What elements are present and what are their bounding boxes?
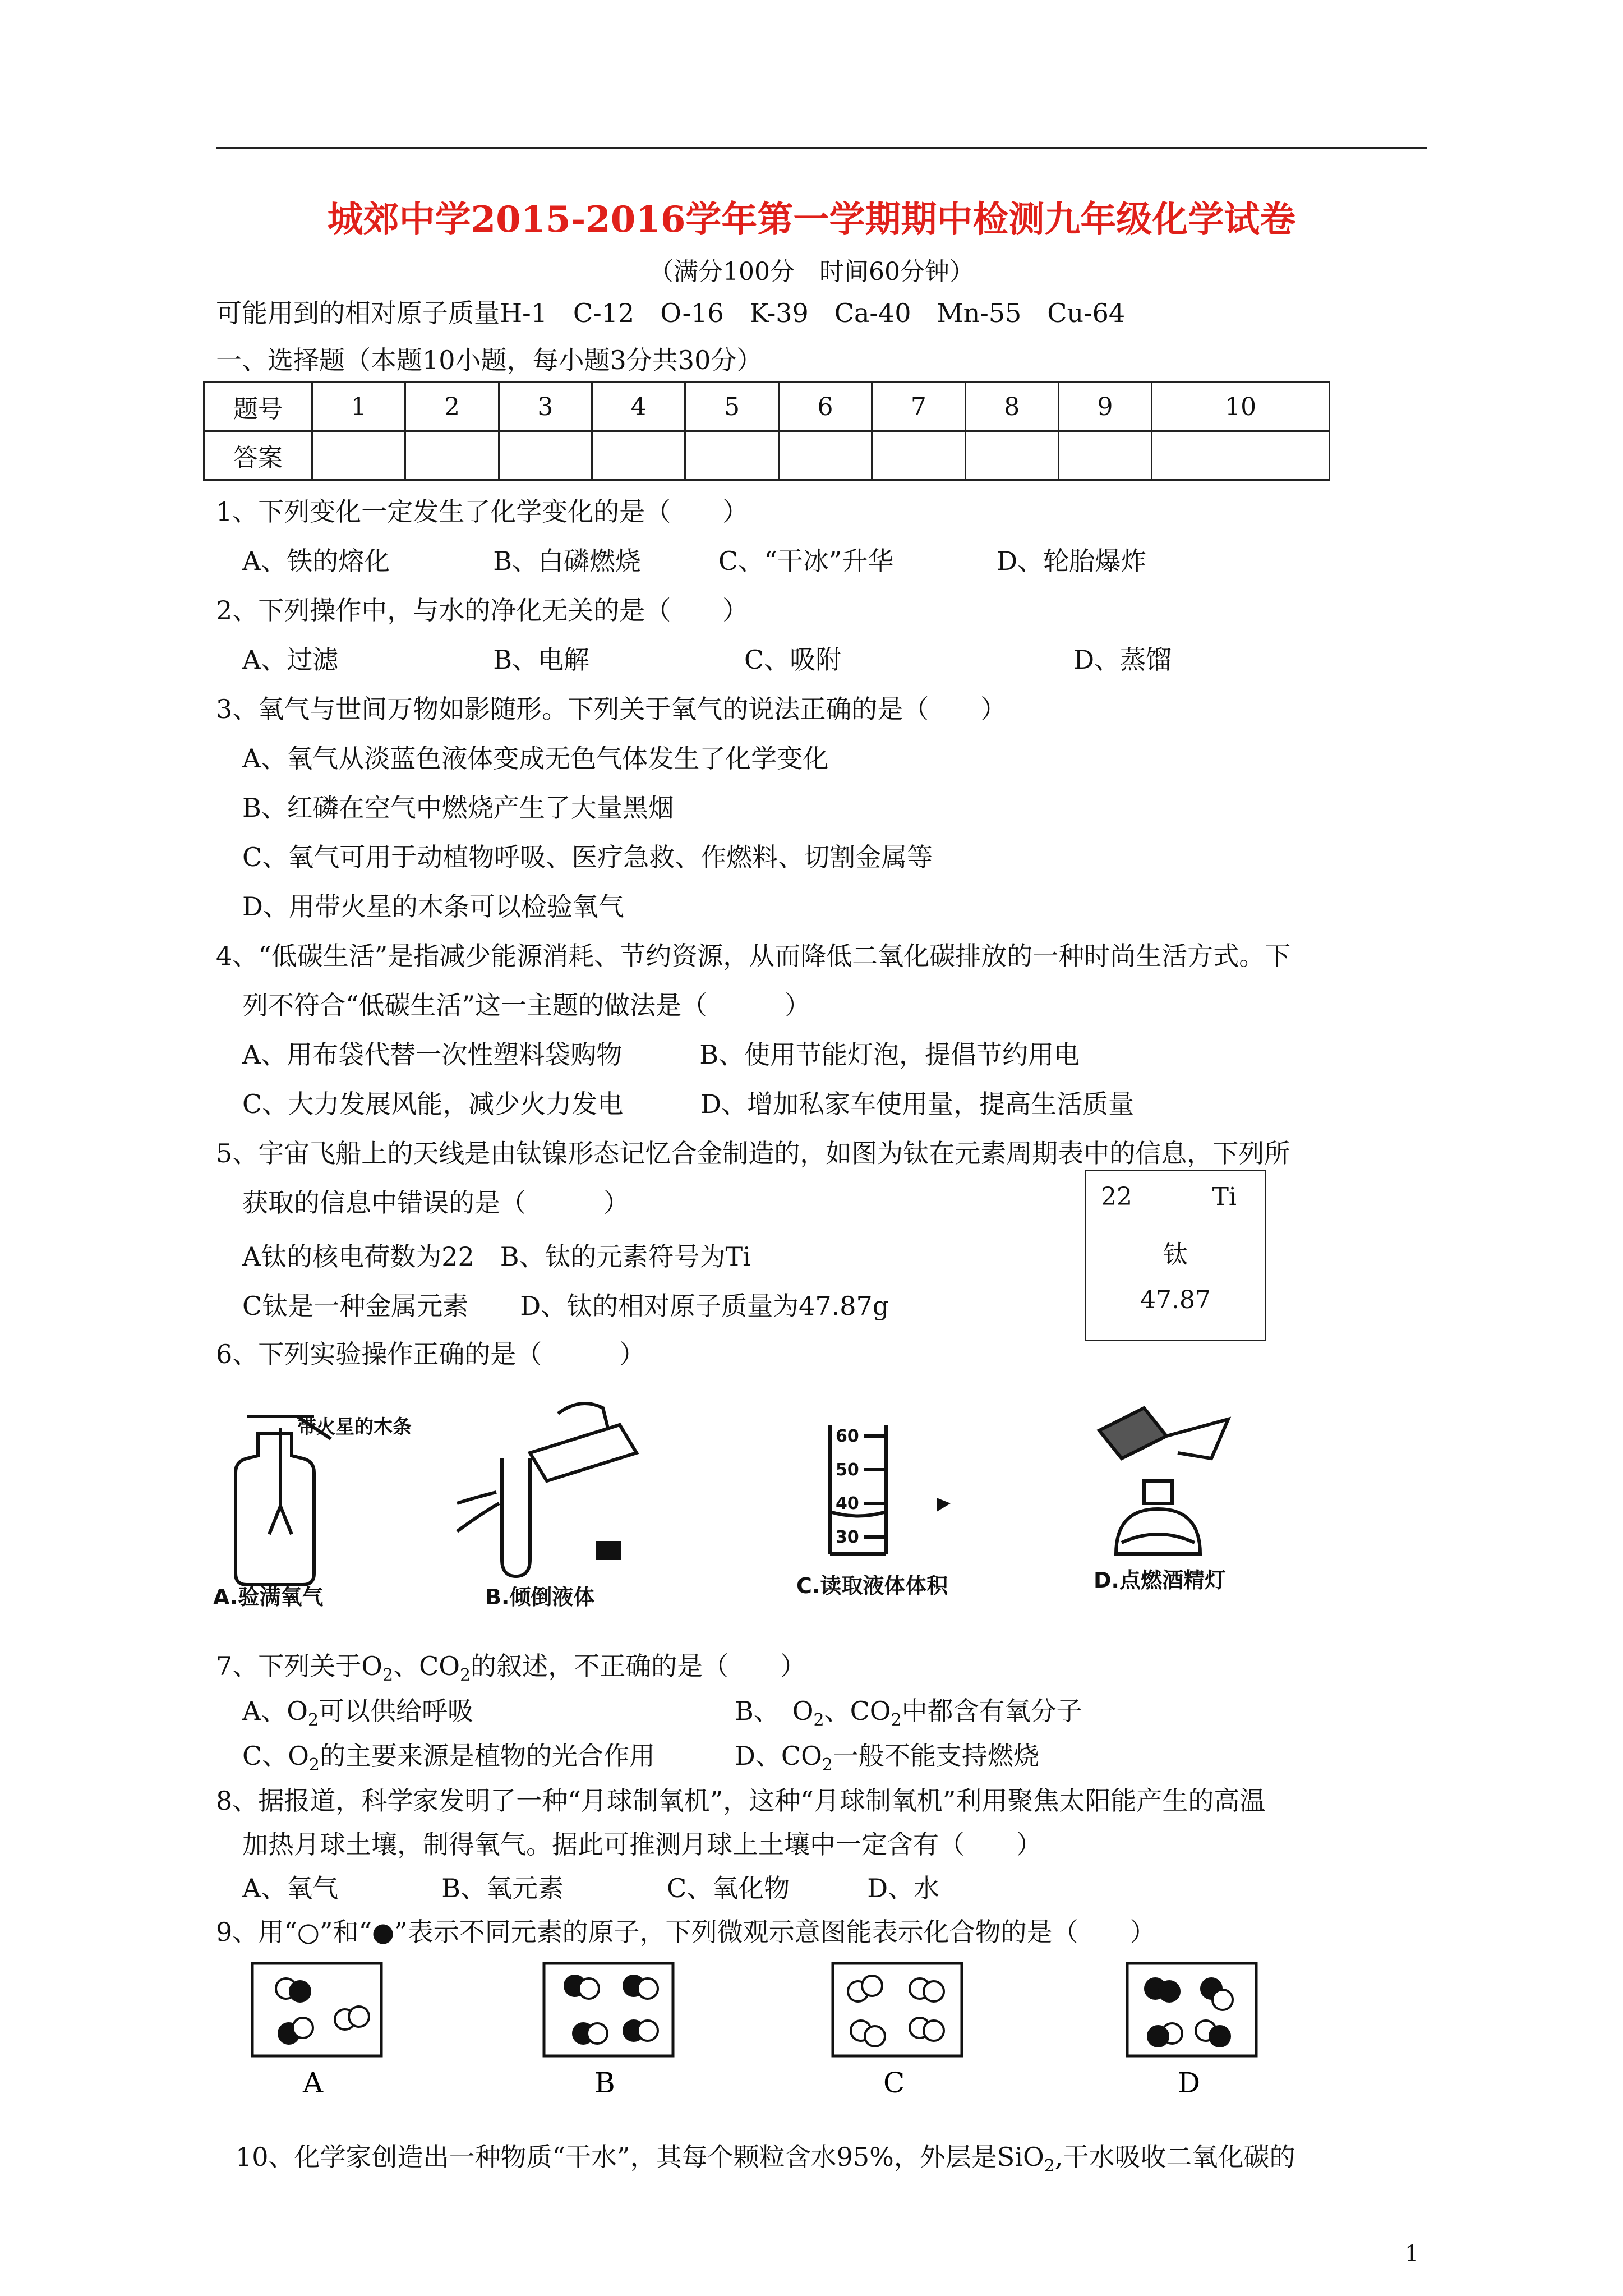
q7-option-a: A、$O_2$可以供给呼吸 xyxy=(242,1696,474,1731)
answer-cell[interactable] xyxy=(778,431,872,480)
answer-cell[interactable] xyxy=(1058,431,1151,480)
table-cell: 5 xyxy=(685,383,778,431)
table-cell: 7 xyxy=(872,383,965,431)
caption-d: D.点燃酒精灯 xyxy=(1094,1568,1226,1593)
q8-stem-2: 加热月球土壤，制得氧气。据此可推测月球上土壤中一定含有（ ） xyxy=(242,1829,1042,1860)
q8-stem-1: 8、据报道，科学家发明了一种“月球制氧机”，这种“月球制氧机”利用聚焦太阳能产生的高温 xyxy=(216,1786,1266,1816)
q6-stem: 6、下列实验操作正确的是（ ） xyxy=(216,1339,645,1369)
table-cell: 3 xyxy=(499,383,592,431)
q1-stem: 1、下列变化一定发生了化学变化的是（ ） xyxy=(216,496,749,527)
tick-label: 40 xyxy=(836,1494,859,1513)
table-header-cell: 答案 xyxy=(204,431,312,480)
tick-label: 30 xyxy=(836,1527,859,1547)
exam-title: 城郊中学2015-2016学年第一学期期中检测九年级化学试卷 xyxy=(327,199,1296,241)
element-symbol: Ti xyxy=(1212,1182,1237,1211)
q2-options: A、过滤 B、电解 C、吸附 D、蒸馏 xyxy=(242,645,1172,675)
answer-cell[interactable] xyxy=(405,431,499,480)
atomic-masses: 可能用到的相对原子质量H-1 C-12 O-16 K-39 Ca-40 Mn-55 Cu-64 xyxy=(216,298,1126,328)
q5-stem-1: 5、宇宙飞船上的天线是由钛镍形态记忆合金制造的，如图为钛在元素周期表中的信息，下列所 xyxy=(216,1138,1290,1168)
table-cell: 4 xyxy=(592,383,685,431)
table-cell: 6 xyxy=(778,383,872,431)
q5-options-ab: A钛的核电荷数为22 B、钛的元素符号为Ti xyxy=(242,1241,751,1272)
figure-a-label: 带火星的木条 xyxy=(297,1416,412,1438)
caption-c: C.读取液体体积 xyxy=(796,1573,948,1598)
q3-option-c: C、氧气可用于动植物呼吸、医疗急救、作燃料、切割金属等 xyxy=(242,842,933,872)
periodic-table-cell xyxy=(1085,1170,1266,1341)
figure-b-pour-liquid xyxy=(435,1391,670,1610)
q5-options-cd: C钛是一种金属元素 D、钛的相对原子质量为47.87g xyxy=(242,1291,889,1321)
atomic-mass: 47.87 xyxy=(1140,1286,1211,1314)
q2-stem: 2、下列操作中，与水的净化无关的是（ ） xyxy=(216,595,749,625)
answer-cell[interactable] xyxy=(1152,431,1330,480)
q9-diagrams xyxy=(247,1958,1279,2109)
table-cell: 1 xyxy=(312,383,405,431)
q3-option-a: A、氧气从淡蓝色液体变成无色气体发生了化学变化 xyxy=(242,743,829,774)
page-number: 1 xyxy=(1405,2241,1419,2267)
figure-c-read-volume xyxy=(780,1414,1015,1610)
answer-cell[interactable] xyxy=(499,431,592,480)
q3-option-d: D、用带火星的木条可以检验氧气 xyxy=(242,891,624,922)
table-cell: 10 xyxy=(1152,383,1330,431)
diagram-label-d: D xyxy=(1178,2067,1201,2099)
table-row xyxy=(204,431,1330,480)
q7-option-c: C、$O_2$的主要来源是植物的光合作用 xyxy=(242,1741,656,1775)
q10-stem: 10、化学家创造出一种物质“干水”，其每个颗粒含水95%，外层是SiO$_2$,干水吸收二氧化碳的 xyxy=(236,2142,1295,2177)
q3-stem: 3、氧气与世间万物如影随形。下列关于氧气的说法正确的是（ ） xyxy=(216,694,1007,724)
diagram-label-c: C xyxy=(883,2067,905,2099)
section-heading: 一、选择题（本题10小题，每小题3分共30分） xyxy=(216,345,763,375)
diagram-label-a: A xyxy=(303,2067,324,2099)
table-row xyxy=(204,383,1330,431)
diagram-label-b: B xyxy=(594,2067,615,2099)
element-name: 钛 xyxy=(1163,1240,1188,1269)
answer-cell[interactable] xyxy=(965,431,1058,480)
q4-options-cd: C、大力发展风能，减少火力发电 D、增加私家车使用量，提高生活质量 xyxy=(242,1089,1135,1119)
table-cell: 2 xyxy=(405,383,499,431)
q4-stem-1: 4、“低碳生活”是指减少能源消耗、节约资源，从而降低二氧化碳排放的一种时尚生活方式。下 xyxy=(216,941,1291,971)
exam-subtitle: （满分100分 时间60分钟） xyxy=(649,257,974,286)
figure-d-alcohol-lamp xyxy=(1082,1397,1273,1599)
q9-stem: 9、用“○”和“●”表示不同元素的原子，下列微观示意图能表示化合物的是（ ） xyxy=(216,1917,1156,1947)
answer-cell[interactable] xyxy=(872,431,965,480)
answer-table xyxy=(203,381,1330,481)
caption-a: A.验满氧气 xyxy=(213,1585,324,1609)
atomic-number: 22 xyxy=(1101,1182,1132,1211)
header-rule xyxy=(216,147,1427,149)
tick-label: 60 xyxy=(836,1427,859,1446)
answer-cell[interactable] xyxy=(685,431,778,480)
q1-options: A、铁的熔化 B、白磷燃烧 C、“干冰”升华 D、轮胎爆炸 xyxy=(242,546,1147,576)
tick-label: 50 xyxy=(836,1460,859,1480)
q3-option-b: B、红磷在空气中燃烧产生了大量黑烟 xyxy=(242,793,674,823)
q7-stem: 7、下列关于$O_2$、$CO_2$的叙述，不正确的是（ ） xyxy=(216,1651,806,1686)
answer-cell[interactable] xyxy=(592,431,685,480)
table-cell: 8 xyxy=(965,383,1058,431)
q4-stem-2: 列不符合“低碳生活”这一主题的做法是（ ） xyxy=(242,990,811,1020)
q4-options-ab: A、用布袋代替一次性塑料袋购物 B、使用节能灯泡，提倡节约用电 xyxy=(242,1039,1080,1070)
q7-option-b: B、 $O_2$、$CO_2$中都含有氧分子 xyxy=(735,1696,1082,1731)
answer-cell[interactable] xyxy=(312,431,405,480)
table-header-cell: 题号 xyxy=(204,383,312,431)
q5-stem-2: 获取的信息中错误的是（ ） xyxy=(242,1188,629,1218)
q8-options: A、氧气 B、氧元素 C、氧化物 D、水 xyxy=(242,1873,940,1903)
table-cell: 9 xyxy=(1058,383,1151,431)
caption-b: B.倾倒液体 xyxy=(485,1585,595,1609)
figure-a-oxygen-check xyxy=(213,1405,437,1607)
q7-option-d: D、$CO_2$一般不能支持燃烧 xyxy=(735,1741,1039,1775)
